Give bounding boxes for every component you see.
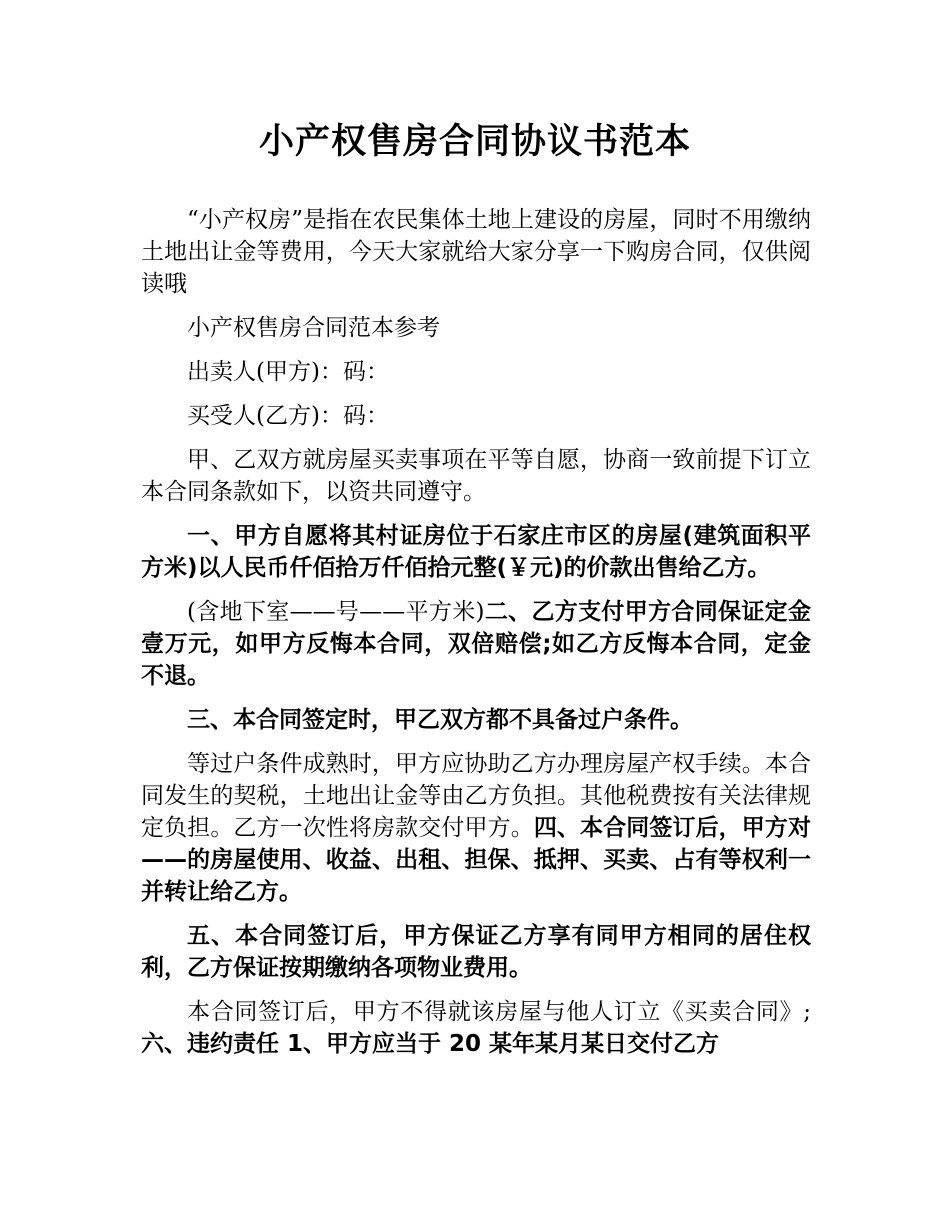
paragraph-text-bold: 三、本合同签定时，甲乙双方都不具备过户条件。 [187, 707, 693, 733]
paragraph-text: 本合同签订后，甲方不得就该房屋与他人订立《买卖合同》; [187, 999, 811, 1025]
clause-1 [141, 520, 811, 584]
paragraph-text-bold: 二、乙方支付甲方合同保证定金壹万元，如甲方反悔本合同，双倍赔偿;如乙方反悔本合同，定金不退。 [141, 599, 812, 689]
paragraph-text: 甲、乙双方就房屋买卖事项在平等自愿，协商一致前提下订立本合同条款如下，以资共同遵守。 [141, 447, 811, 505]
clause-3 [141, 704, 811, 736]
paragraph-text-bold: 一、甲方自愿将其村证房位于石家庄市区的房屋(建筑面积平方米)以人民币仟佰拾万仟佰拾元整(￥元)的价款出售给乙方。 [141, 523, 811, 581]
document-body [141, 204, 811, 1072]
paragraph-subtitle [141, 312, 811, 344]
paragraph-seller [141, 356, 811, 388]
paragraph-text: 出卖人(甲方)：码： [187, 359, 389, 385]
clause-4 [141, 748, 811, 908]
paragraph-buyer [141, 400, 811, 432]
document-title: 小产权售房合同协议书范本 [258, 122, 691, 162]
paragraph-text-bold: 五、本合同签订后，甲方保证乙方享有同甲方相同的居住权利，乙方保证按期缴纳各项物业费用。 [141, 923, 811, 981]
paragraph-text: “小产权房”是指在农民集体土地上建设的房屋，同时不用缴纳土地出让金等费用，今天大家就给大家分享一下购房合同，仅供阅读哦 [141, 207, 811, 297]
clause-2 [141, 596, 811, 692]
paragraph-text: 小产权售房合同范本参考 [187, 315, 440, 341]
clause-6 [141, 996, 811, 1060]
paragraph-text-bold: 四、本合同签订后，甲方对——的房屋使用、收益、出租、担保、抵押、买卖、占有等权利一并转让给乙方。 [141, 815, 812, 905]
clause-5 [141, 920, 811, 984]
paragraph-preamble [141, 444, 811, 508]
paragraph-text: 买受人(乙方)：码： [187, 403, 389, 429]
paragraph-intro [141, 204, 811, 300]
paragraph-text: (含地下室——号——平方米) [187, 599, 485, 625]
paragraph-text-bold: 六、违约责任 1、甲方应当于 20 某年某月某日交付乙方 [141, 1031, 720, 1057]
paragraph-text: 等过户条件成熟时，甲方应协助乙方办理房屋产权手续。本合同发生的契税，土地出让金等由乙方负担。其他税费按有关法律规定负担。乙方一次性将房款交付甲方。 [141, 751, 811, 841]
